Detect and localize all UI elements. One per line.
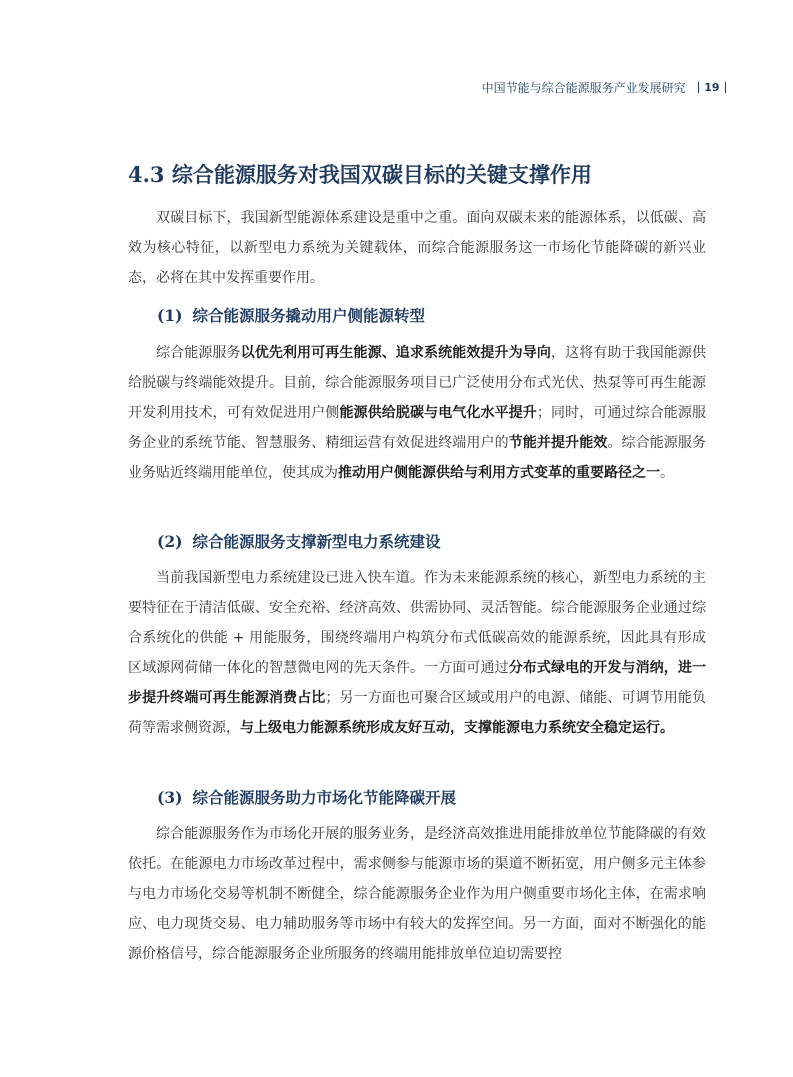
section-title-text: 综合能源服务对我国双碳目标的关键支撑作用 (171, 163, 592, 187)
intro-paragraph: 双碳目标下，我国新型能源体系建设是重中之重。面向双碳未来的能源体系，以低碳、高效为核心特征，以新型电力系统为关键载体，而综合能源服务这一市场化节能降碳的新兴业态，必将在其中发挥重要作用。 (128, 210, 706, 286)
s2-bold-1: 分布式绿电的开发与消纳，进一步提升终端可再生能源消费占比 (128, 660, 707, 706)
subsection-2-paragraph (128, 563, 706, 743)
s1-bold-2: 能源供给脱碳与电气化水平提升 (339, 405, 537, 421)
subsection-3-title: 综合能源服务助力市场化节能降碳开展 (192, 789, 456, 807)
s1-text-1: 综合能源服务 (156, 345, 241, 361)
running-header (482, 79, 731, 96)
s1-text-4: 。综合能源服务业务贴近终端用能单位，使其成为 (128, 435, 707, 481)
header-divider-left (698, 82, 700, 93)
subsection-2-heading (157, 530, 440, 552)
s1-bold-4: 推动用户侧能源供给与利用方式变革的重要路径之一 (338, 465, 660, 481)
s1-bold-3: 节能并提升能效 (508, 435, 608, 451)
subsection-2-title: 综合能源服务支撑新型电力系统建设 (192, 533, 441, 551)
section-number: 4.3 (128, 162, 165, 187)
s2-bold-2: 与上级电力能源系统形成友好互动，支撑能源电力系统安全稳定运行。 (240, 720, 674, 736)
running-title: 中国节能与综合能源服务产业发展研究 (481, 81, 686, 95)
s1-text-3: ；同时，可通过综合能源服务企业的系统节能、智慧服务、精细运营有效促进终端用户的 (128, 405, 707, 451)
s2-text-2: ；另一方面也可聚合区域或用户的电源、储能、可调节用能负荷等需求侧资源， (128, 690, 707, 736)
subsection-3-paragraph: 综合能源服务作为市场化开展的服务业务，是经济高效推进用能排放单位节能降碳的有效依托。在能源电力市场改革过程中，需求侧参与能源市场的渠道不断拓宽，用户侧多元主体参与电力市场化交易等机制不断健全，综合能源服务企业作为用户侧重要市场化主体，在需求响应、电力现货交易、电力辅助服务等市场中有较大的发挥空间。另一方面，面对不断强化的能源价格信号，综合能源服务企业所服务的终端用能排放单位迫切需要控 (128, 826, 706, 962)
s1-bold-1: 以优先利用可再生能源、追求系统能效提升为导向 (240, 345, 551, 361)
header-divider-right (725, 82, 727, 93)
subsection-1-title: 综合能源服务撬动用户侧能源转型 (192, 307, 425, 325)
subsection-1-heading (157, 304, 425, 326)
subsection-2-number: (2) (157, 532, 183, 551)
s1-text-2: ，这将有助于我国能源供给脱碳与终端能效提升。目前，综合能源服务项目已广泛使用分布式光伏、热泵等可再生能源开发利用技术，可有效促进用户侧 (128, 345, 707, 421)
s1-text-5: 。 (660, 465, 674, 481)
subsection-3-heading (157, 786, 456, 808)
page-number: 19 (704, 81, 720, 94)
section-title (128, 159, 592, 189)
s2-text-1: 当前我国新型电力系统建设已进入快车道。作为未来能源系统的核心，新型电力系统的主要特征在于清洁低碳、安全充裕、经济高效、供需协同、灵活智能。综合能源服务企业通过综合系统化的供能 + 用能服务，围绕终端用户构筑分布式低碳高效的能源系统，因此具有形成区域源网荷储一体化的智慧微电网的先天条件。一方面可通过 (128, 570, 706, 676)
subsection-1-paragraph (128, 338, 706, 488)
subsection-1-number: (1) (157, 306, 183, 325)
subsection-3-number: (3) (157, 788, 183, 807)
